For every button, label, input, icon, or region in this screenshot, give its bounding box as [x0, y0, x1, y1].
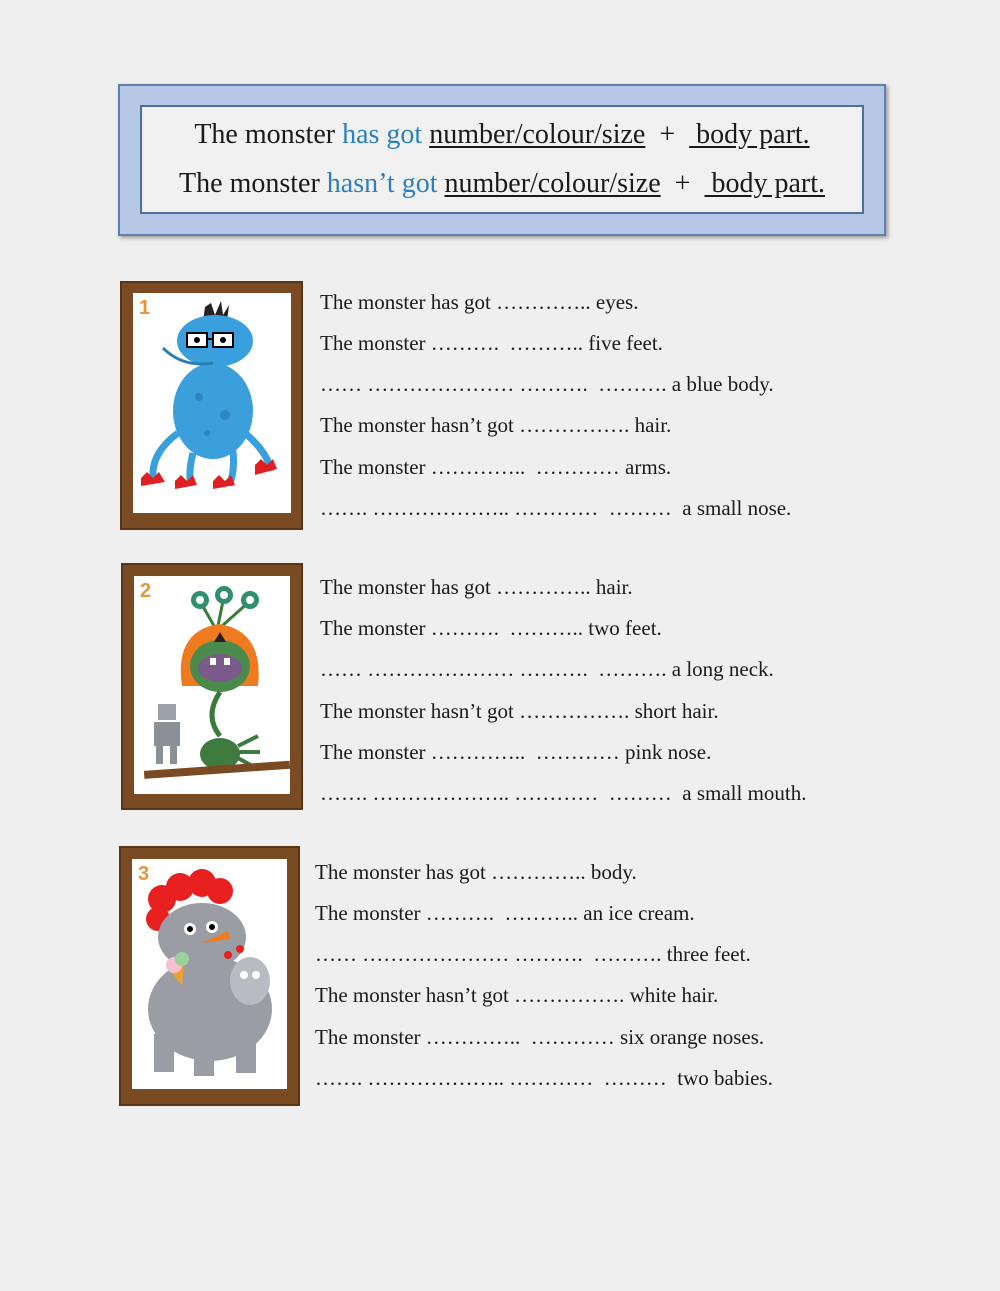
- rule-verb-has-got: has got: [342, 119, 423, 150]
- rule-prefix: The monster: [179, 168, 327, 199]
- exercise-1-line-2[interactable]: The monster ………. ……….. five feet.: [320, 331, 663, 355]
- rule-body-part: body part.: [704, 168, 825, 199]
- exercise-3-line-4[interactable]: The monster hasn’t got ……………. white hair.: [315, 983, 719, 1007]
- exercise-1-line-5[interactable]: The monster ………….. ………… arms.: [320, 455, 672, 479]
- monster-card-3: [119, 846, 300, 1106]
- monster-picture-3: [132, 859, 287, 1089]
- monster-picture-2: [134, 576, 290, 794]
- rule-line-negative: The monster hasn’t got number/colour/size + body part.: [179, 168, 825, 199]
- exercise-1-line-4[interactable]: The monster hasn’t got ……………. hair.: [320, 413, 672, 437]
- exercise-3-line-1[interactable]: The monster has got ………….. body.: [315, 860, 637, 884]
- monster-card-2: [121, 563, 303, 810]
- exercise-3-line-6[interactable]: ……. ……………….. ………… ……… two babies.: [315, 1066, 773, 1090]
- rule-slot: number/colour/size: [429, 119, 646, 150]
- rule-line-positive: The monster has got number/colour/size + body part.: [194, 119, 810, 150]
- exercise-2-line-1[interactable]: The monster has got ………….. hair.: [320, 575, 633, 599]
- monster-card-1: [120, 281, 303, 530]
- grammar-rule-inner: [140, 105, 864, 214]
- exercise-1-line-1[interactable]: The monster has got ………….. eyes.: [320, 290, 639, 314]
- green-monster-image: [134, 576, 290, 794]
- exercise-1-line-6[interactable]: ……. ……………….. ………… ……… a small nose.: [320, 496, 792, 520]
- rule-prefix: The monster: [194, 119, 343, 150]
- grammar-rule-box: [118, 84, 886, 236]
- card-number-1: 1: [139, 297, 151, 319]
- rule-slot: number/colour/size: [444, 168, 661, 199]
- exercise-3-line-2[interactable]: The monster ………. ……….. an ice cream.: [315, 901, 695, 925]
- rule-verb-hasnt-got: hasn’t got: [326, 168, 438, 199]
- card-number-3: 3: [138, 863, 150, 885]
- exercise-2-line-2[interactable]: The monster ………. ……….. two feet.: [320, 616, 662, 640]
- exercise-2-line-4[interactable]: The monster hasn’t got ……………. short hair.: [320, 699, 719, 723]
- blue-monster-image: [133, 293, 291, 513]
- monster-picture-1: [133, 293, 291, 513]
- exercise-2-line-3[interactable]: …… ………………… ………. ………. a long neck.: [320, 657, 774, 681]
- exercise-3-line-3[interactable]: …… ………………… ………. ………. three feet.: [315, 942, 751, 966]
- exercise-1-line-3[interactable]: …… ………………… ………. ………. a blue body.: [320, 372, 774, 396]
- exercise-2-line-6[interactable]: ……. ……………….. ………… ……… a small mouth.: [320, 781, 807, 805]
- exercise-3-line-5[interactable]: The monster ………….. ………… six orange noses.: [315, 1025, 765, 1049]
- exercise-2-line-5[interactable]: The monster ………….. ………… pink nose.: [320, 740, 712, 764]
- rule-body-part: body part.: [689, 119, 810, 150]
- grey-monster-image: [132, 859, 287, 1089]
- card-number-2: 2: [140, 580, 152, 602]
